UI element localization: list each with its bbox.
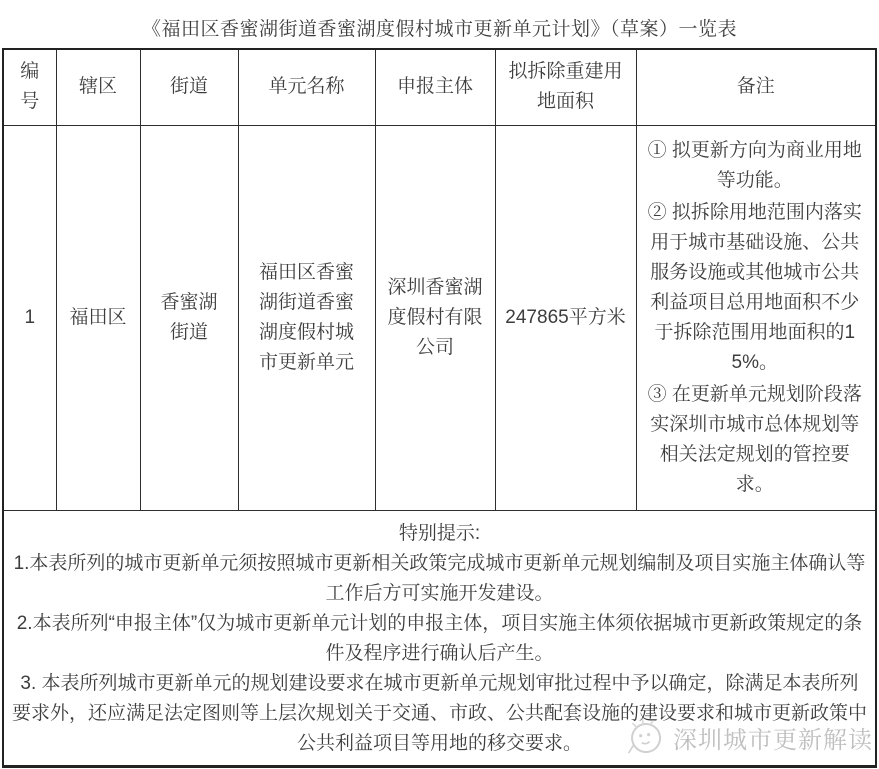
notes-title: 特别提示: <box>398 522 481 544</box>
header-district: 辖区 <box>56 49 140 125</box>
remark-item-1: ① 拟更新方向为商业用地等功能。 <box>647 139 862 191</box>
notes-row <box>3 510 876 766</box>
plan-table <box>2 48 877 768</box>
cell-subdistrict: 香蜜湖街道 <box>140 125 238 510</box>
header-remarks: 备注 <box>636 49 876 125</box>
cell-remarks <box>636 125 876 510</box>
cell-demolition-area: 247865平方米 <box>495 125 636 510</box>
watermark-label: 深圳城市更新解读 <box>673 727 873 754</box>
special-notes <box>3 510 876 766</box>
remark-item-2: ② 拟拆除用地范围内落实用于城市基础设施、公共服务设施或其他城市公共利益项目总用地面积不少于拆除范围用地面积的15%。 <box>647 201 862 373</box>
table-row <box>3 125 876 510</box>
remark-item-3: ③ 在更新单元规划阶段落实深圳市城市总体规划等相关法定规划的管控要求。 <box>647 383 862 495</box>
page-title: 《福田区香蜜湖街道香蜜湖度假村城市更新单元计划》（草案）一览表 <box>141 19 737 40</box>
cell-number: 1 <box>3 125 56 510</box>
cell-applicant: 深圳香蜜湖度假村有限公司 <box>375 125 495 510</box>
note-item-1: 1.本表所列的城市更新单元须按照城市更新相关政策完成城市更新单元规划编制及项目实施主体确认等工作后方可实施开发建设。 <box>13 552 866 604</box>
header-number: 编号 <box>3 49 56 125</box>
header-subdistrict: 街道 <box>140 49 238 125</box>
header-applicant: 申报主体 <box>375 49 495 125</box>
note-item-2: 2.本表所列“申报主体”仅为城市更新单元计划的申报主体，项目实施主体须依据城市更新政策规定的条件及程序进行确认后产生。 <box>16 612 863 664</box>
cell-unit-name: 福田区香蜜湖街道香蜜湖度假村城市更新单元 <box>238 125 375 510</box>
header-unit-name: 单元名称 <box>238 49 375 125</box>
cell-district: 福田区 <box>56 125 140 510</box>
header-demolition-area: 拟拆除重建用地面积 <box>495 49 636 125</box>
table-header-row <box>3 49 876 125</box>
note-item-3: 3. 本表所列城市更新单元的规划建设要求在城市更新单元规划审批过程中予以确定，除满足本表所列要求外，还应满足法定图则等上层次规划关于交通、市政、公共配套设施的建设要求和城市更新政策中公共利益项目等用地的移交要求。 <box>12 672 868 754</box>
